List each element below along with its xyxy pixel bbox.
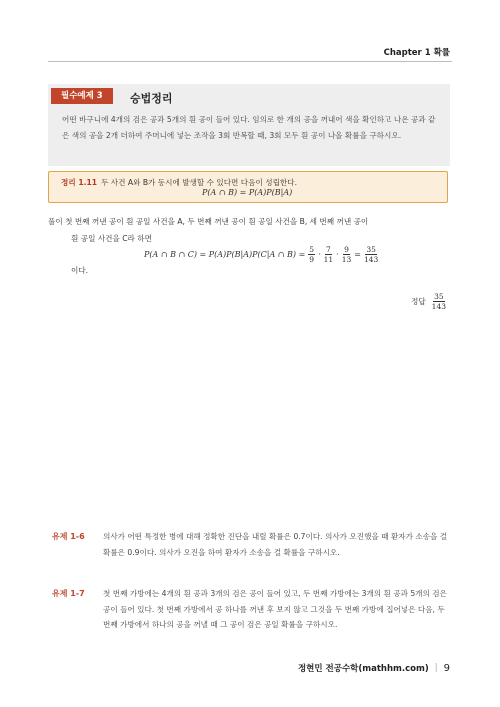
fraction-2: $\frac{7}{11}$ (323, 245, 334, 264)
page-number: 9 (443, 662, 450, 674)
problem-1-7-text: 첫 번째 가방에는 4개의 흰 공과 3개의 검은 공이 들어 있고, 두 번째 가방에는 3개의 흰 공과 5개의 검은 공이 들어 있다. 첫 번째 가방에서 공 하나를 꺼낸 후 보지 않고 그것을 두 번째 가방에 집어넣은 다음, 두 번째 가방에서 하나의 공을 꺼낼 때 그 공이 검은 공일 확률을 구하시오. (103, 589, 447, 629)
solution-formula (144, 245, 378, 264)
example-body: 어떤 바구니에 4개의 검은 공과 5개의 흰 공이 들어 있다. 임의로 한 개의 공을 꺼내어 색을 확인하고 나온 공과 같은 색의 공을 2개 더하여 주머니에 넣는 조작을 3회 반복할 때, 3회 모두 흰 공이 나올 확률을 구하시오. (62, 115, 436, 140)
fraction-1: $\frac{5}{9}$ (309, 245, 315, 264)
solution-line-1: 풀이 첫 번째 꺼낸 공이 흰 공일 사건을 A, 두 번째 꺼낸 공이 흰 공일 사건을 B, 세 번째 꺼낸 공이 (48, 217, 369, 226)
page-footer (298, 662, 450, 674)
chapter-header: Chapter 1 확률 (383, 48, 450, 58)
fraction-3: $\frac{9}{13}$ (341, 245, 352, 264)
fraction-result: $\frac{35}{143}$ (363, 245, 379, 264)
answer-fraction: $\frac{35}{143}$ (431, 292, 446, 311)
solution-formula-lhs: P(A ∩ B ∩ C) = P(A)P(B|A)P(C|A ∩ B) = (144, 250, 306, 259)
theorem-formula: P(A ∩ B) = P(A)P(B|A) (202, 188, 293, 197)
operator-1: · (318, 250, 321, 259)
operator-3: = (354, 250, 361, 259)
footer-separator: | (434, 663, 438, 673)
problem-1-6-label: 유제 1-6 (52, 532, 85, 541)
solution-line-2: 흰 공일 사건을 C라 하면 (71, 234, 152, 243)
example-title: 승법정리 (130, 92, 173, 105)
problem-1-7-label: 유제 1-7 (52, 589, 85, 598)
theorem-statement (61, 177, 297, 188)
problem-1-6-text: 의사가 어떤 특정한 병에 대해 정확한 진단을 내릴 확률은 0.7이다. 의사가 오진했을 때 환자가 소송을 걸 확률은 0.9이다. 의사가 오진을 하여 환자가 소송을 걸 확률을 구하시오. (103, 532, 448, 557)
example-tab: 필수예제 3 (51, 88, 113, 104)
header-divider (48, 61, 452, 62)
answer (411, 292, 446, 311)
theorem-label: 정리 1.11 (61, 178, 98, 187)
operator-2: · (336, 250, 339, 259)
answer-label: 정답 (411, 297, 426, 306)
solution-line-3: 이다. (71, 266, 89, 275)
theorem-text: 두 사건 A와 B가 동시에 발생할 수 있다면 다음이 성립한다. (101, 178, 297, 187)
footer-brand: 정현민 전공수학(mathhm.com) (297, 664, 429, 674)
